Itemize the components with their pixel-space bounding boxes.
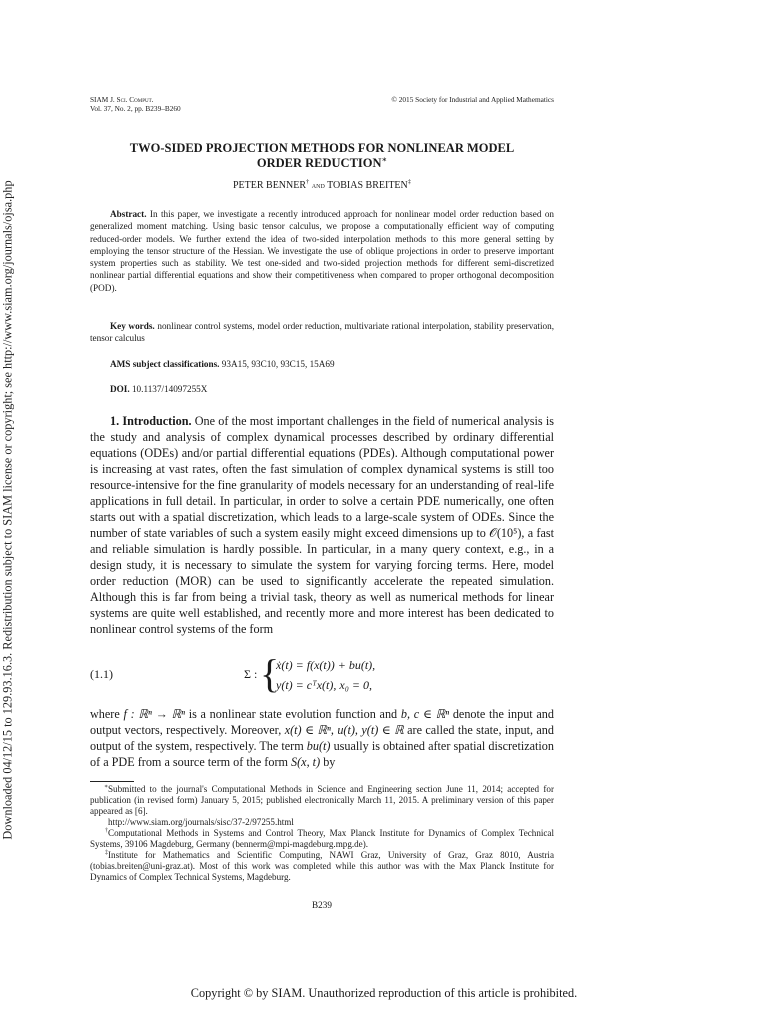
title-line-2: ORDER REDUCTION xyxy=(256,156,382,170)
footnote-3 xyxy=(90,850,554,883)
post-eq-text-2: is a nonlinear state evolution function and xyxy=(188,707,398,721)
doi-label: DOI. xyxy=(110,384,130,394)
post-eq-math-2: b, c ∈ ℝⁿ xyxy=(400,707,450,721)
footnote-2-mark: † xyxy=(105,827,108,834)
footnote-1-url[interactable]: http://www.siam.org/journals/sisc/37-2/97255.html xyxy=(108,817,294,827)
download-notice-text: Downloaded 04/12/15 to 129.93.16.3. Redistribution subject to SIAM license or copyright; see http://www.siam.org/journals/ojsa.php xyxy=(0,180,15,840)
journal-copyright: © 2015 Society for Industrial and Applied Mathematics xyxy=(391,95,554,104)
keywords-label: Key words. xyxy=(110,321,155,331)
keywords xyxy=(90,320,554,345)
equation-line-1: ẋ(t) = f(x(t)) + bu(t), xyxy=(276,658,376,672)
footnote-1 xyxy=(90,784,554,828)
keywords-text: nonlinear control systems, model order reduction, multivariate rational interpolation, stability preservation, tensor calculus xyxy=(90,321,555,344)
post-eq-math-3: x(t) ∈ ℝⁿ, u(t), y(t) ∈ ℝ xyxy=(284,723,404,737)
paper-title xyxy=(90,141,554,171)
author-list xyxy=(90,180,554,191)
copyright-footer: Copyright © by SIAM. Unauthorized reproduction of this article is prohibited. xyxy=(190,986,578,1000)
author-breiten-mark: ‡ xyxy=(407,178,412,186)
author-breiten: TOBIAS BREITEN xyxy=(327,180,408,191)
ams-label: AMS subject classifications. xyxy=(110,359,220,369)
page-number: B239 xyxy=(312,900,332,910)
post-eq-math-1: f : ℝⁿ → ℝⁿ xyxy=(123,707,185,721)
abstract-text: In this paper, we investigate a recently introduced approach for nonlinear model order reduction based on generalized moment matching. Using basic tensor calculus, we propose a computationally efficient way of computing reduced-order models. We further extend the idea of two-sided interpolation methods to this more general setting by employing the tensor structure of the Hessian. We investigate the use of oblique projections in order to preserve important system properties such as stability. We test one-sided and two-sided projection methods for different semi-discretized nonlinear partial differential equations and show their competitiveness when compared to proper orthogonal decomposition (POD). xyxy=(90,209,555,293)
abstract xyxy=(90,208,554,294)
post-eq-text-1: where xyxy=(90,707,120,721)
title-line-1: TWO-SIDED PROJECTION METHODS FOR NONLINEAR MODEL xyxy=(129,141,515,155)
intro-heading: 1. Introduction. xyxy=(110,414,192,428)
equation-line-2: y(t) = cᵀx(t), x₀ = 0, xyxy=(276,678,372,692)
introduction xyxy=(90,413,554,637)
ams-text: 93A15, 93C10, 93C15, 15A69 xyxy=(221,359,335,369)
journal-volume: Vol. 37, No. 2, pp. B239–B260 xyxy=(90,103,181,113)
equation-1-1 xyxy=(90,651,554,696)
ams-classifications xyxy=(90,358,554,370)
post-eq-text-6: by xyxy=(323,755,336,769)
footnote-divider xyxy=(90,781,134,782)
abstract-label: Abstract. xyxy=(110,209,147,219)
footnote-2 xyxy=(90,828,554,850)
post-eq-text-3: denote the input and output vectors, respectively. Moreover, xyxy=(90,707,554,737)
footnote-3-mark: ‡ xyxy=(105,849,108,856)
footnote-1-text: Submitted to the journal's Computational Methods in Science and Engineering section June 11, 2014; accepted for publication (in revised form) January 5, 2015; published electronically March 11, 2015. A preliminary version of this paper appeared as [6]. xyxy=(90,784,554,816)
author-and: and xyxy=(311,180,325,190)
title-footnote-mark: ∗ xyxy=(381,154,388,164)
author-benner: PETER BENNER xyxy=(232,180,307,191)
post-eq-math-5: S(x, t) xyxy=(291,755,321,769)
doi xyxy=(90,383,554,395)
intro-paragraph-2: , a fast and reliable simulation is hardly possible. In particular, in a many query context, e.g., in a design study, it is necessary to simulate the system for varying forcing terms. Here, model order reduction (MOR) can be used to significantly accelerate the repeated simulation. Although this is far from being a trivial task, theory as well as numerical methods for linear systems are quite well established, and recently more and more interest has been dedicated to nonlinear control systems of the form xyxy=(90,526,555,636)
footnote-2-text: Computational Methods in Systems and Control Theory, Max Planck Institute for Dynamics of Complex Technical Systems, 39106 Magdeburg, Germany (bennerm@mpi-magdeburg.mpg.de). xyxy=(90,828,554,849)
footnote-1-mark: ∗ xyxy=(103,783,108,790)
footnotes xyxy=(90,784,554,883)
intro-order-math: 𝒪(10⁵) xyxy=(489,526,522,540)
equation-sigma: Σ : xyxy=(244,667,258,681)
author-benner-mark: † xyxy=(306,178,310,186)
doi-text: 10.1137/14097255X xyxy=(131,384,208,394)
post-eq-text-4: are called the state, input, and output of the system, respectively. The term xyxy=(90,723,554,753)
post-equation-text xyxy=(90,706,554,770)
equation-number: (1.1) xyxy=(90,667,113,681)
post-eq-math-4: bu(t) xyxy=(306,739,331,753)
footnote-3-text: Institute for Mathematics and Scientific Computing, NAWI Graz, University of Graz, Graz 8010, Austria (tobias.breiten@uni-graz.at). Most of this work was completed while this author was with the Max Planck Institute for Dynamics of Complex Technical Systems, Magdeburg. xyxy=(90,850,554,882)
left-brace-icon: { xyxy=(260,651,280,696)
journal-name: SIAM J. Sci. Comput. xyxy=(90,95,154,104)
post-eq-text-5: usually is obtained after spatial discretization of a PDE from a source term of the form xyxy=(90,739,554,769)
journal-citation xyxy=(90,96,181,113)
download-notice xyxy=(0,160,16,860)
intro-paragraph-1: One of the most important challenges in the field of numerical analysis is the study and analysis of complex dynamical processes described by ordinary differential equations (ODEs) and/or partial differential equations (PDEs). Although computational power is increasing at vast rates, often the fast simulation of complex dynamical systems is still too resource-intensive for the fine granularity of models necessary for an understanding of real-life applications in full detail. In particular, in order to solve a certain PDE numerically, one often starts out with a spatial discretization, which leads to a large-scale system of ODEs. Since the number of state variables of such a system easily might exceed dimensions up to xyxy=(90,414,554,540)
